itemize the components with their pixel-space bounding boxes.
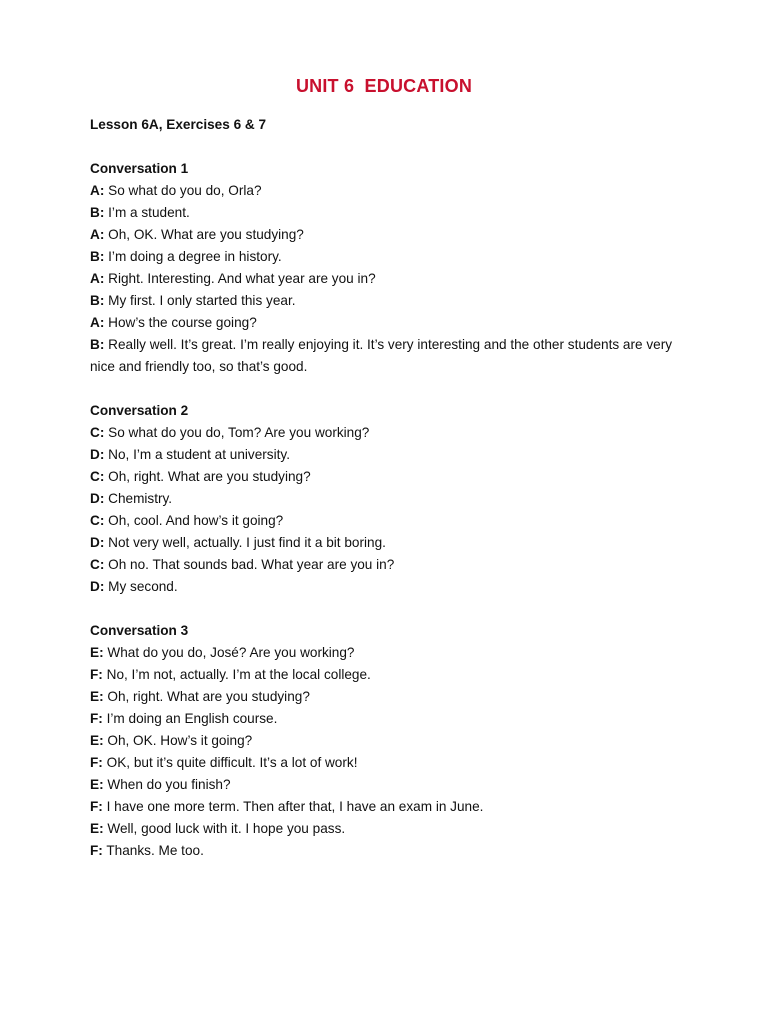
utterance-text: Oh, OK. How’s it going? [107, 733, 253, 748]
speaker-label: F: [90, 711, 103, 726]
dialogue-line [90, 444, 686, 466]
utterance-text: Thanks. Me too. [106, 843, 204, 858]
conversation-heading: Conversation 1 [90, 161, 189, 176]
utterance-text: Oh no. That sounds bad. What year are you in? [108, 557, 395, 572]
speaker-label: B: [90, 337, 105, 352]
dialogue-line [90, 532, 686, 554]
speaker-label: D: [90, 447, 105, 462]
speaker-label: D: [90, 491, 105, 506]
speaker-label: F: [90, 667, 103, 682]
utterance-text: Well, good luck with it. I hope you pass. [107, 821, 346, 836]
speaker-label: A: [90, 183, 105, 198]
dialogue-line [90, 180, 686, 202]
speaker-label: E: [90, 777, 104, 792]
utterance-text: No, I’m not, actually. I’m at the local college. [106, 667, 371, 682]
speaker-label: A: [90, 271, 105, 286]
utterance-text: I’m a student. [108, 205, 190, 220]
speaker-label: C: [90, 513, 105, 528]
dialogue-line [90, 268, 686, 290]
dialogue-line [90, 708, 686, 730]
utterance-text: No, I’m a student at university. [108, 447, 290, 462]
speaker-label: A: [90, 227, 105, 242]
conversation-1 [90, 158, 686, 378]
utterance-text: Really well. It’s great. I’m really enjoying it. It’s very interesting and the other students are very nice and friendly too, so that’s good. [90, 337, 673, 374]
speaker-label: E: [90, 733, 104, 748]
utterance-text: I have one more term. Then after that, I have an exam in June. [106, 799, 484, 814]
utterance-text: How’s the course going? [108, 315, 257, 330]
dialogue-line [90, 818, 686, 840]
speaker-label: E: [90, 645, 104, 660]
document-body [90, 114, 686, 884]
utterance-text: Oh, OK. What are you studying? [108, 227, 304, 242]
dialogue-line [90, 642, 686, 664]
utterance-text: Oh, right. What are you studying? [107, 689, 310, 704]
dialogue-line [90, 554, 686, 576]
utterance-text: I’m doing an English course. [106, 711, 278, 726]
utterance-text: So what do you do, Tom? Are you working? [108, 425, 370, 440]
page-title: UNIT 6 EDUCATION [295, 76, 473, 96]
utterance-text: I’m doing a degree in history. [108, 249, 282, 264]
conversation-3 [90, 620, 686, 862]
speaker-label: A: [90, 315, 105, 330]
utterance-text: Right. Interesting. And what year are you in? [108, 271, 376, 286]
utterance-text: Oh, right. What are you studying? [108, 469, 311, 484]
utterance-text: So what do you do, Orla? [108, 183, 262, 198]
speaker-label: E: [90, 821, 104, 836]
speaker-label: F: [90, 843, 103, 858]
dialogue-line [90, 246, 686, 268]
dialogue-line [90, 576, 686, 598]
speaker-label: F: [90, 755, 103, 770]
dialogue-line [90, 422, 686, 444]
utterance-text: What do you do, José? Are you working? [107, 645, 355, 660]
conversation-heading: Conversation 3 [90, 623, 189, 638]
dialogue-line [90, 290, 686, 312]
utterance-text: Chemistry. [108, 491, 173, 506]
dialogue-line [90, 730, 686, 752]
speaker-label: F: [90, 799, 103, 814]
speaker-label: C: [90, 469, 105, 484]
utterance-text: My first. I only started this year. [108, 293, 296, 308]
dialogue-line [90, 466, 686, 488]
speaker-label: B: [90, 205, 105, 220]
utterance-text: My second. [108, 579, 178, 594]
dialogue-line [90, 840, 686, 862]
speaker-label: D: [90, 579, 105, 594]
speaker-label: C: [90, 425, 105, 440]
conversation-2 [90, 400, 686, 598]
dialogue-line [90, 224, 686, 246]
speaker-label: D: [90, 535, 105, 550]
dialogue-line [90, 796, 686, 818]
dialogue-line [90, 774, 686, 796]
utterance-text: Oh, cool. And how’s it going? [108, 513, 284, 528]
dialogue-line [90, 312, 686, 334]
dialogue-line [90, 752, 686, 774]
utterance-text: When do you finish? [107, 777, 231, 792]
conversations-container [90, 158, 686, 862]
dialogue-line [90, 202, 686, 224]
dialogue-line [90, 664, 686, 686]
speaker-label: C: [90, 557, 105, 572]
dialogue-line [90, 510, 686, 532]
dialogue-line [90, 488, 686, 510]
utterance-text: Not very well, actually. I just find it a bit boring. [108, 535, 386, 550]
lesson-heading: Lesson 6A, Exercises 6 & 7 [90, 117, 267, 132]
dialogue-line [90, 334, 686, 378]
speaker-label: E: [90, 689, 104, 704]
conversation-heading: Conversation 2 [90, 403, 189, 418]
utterance-text: OK, but it’s quite difficult. It’s a lot of work! [106, 755, 358, 770]
dialogue-line [90, 686, 686, 708]
speaker-label: B: [90, 293, 105, 308]
speaker-label: B: [90, 249, 105, 264]
